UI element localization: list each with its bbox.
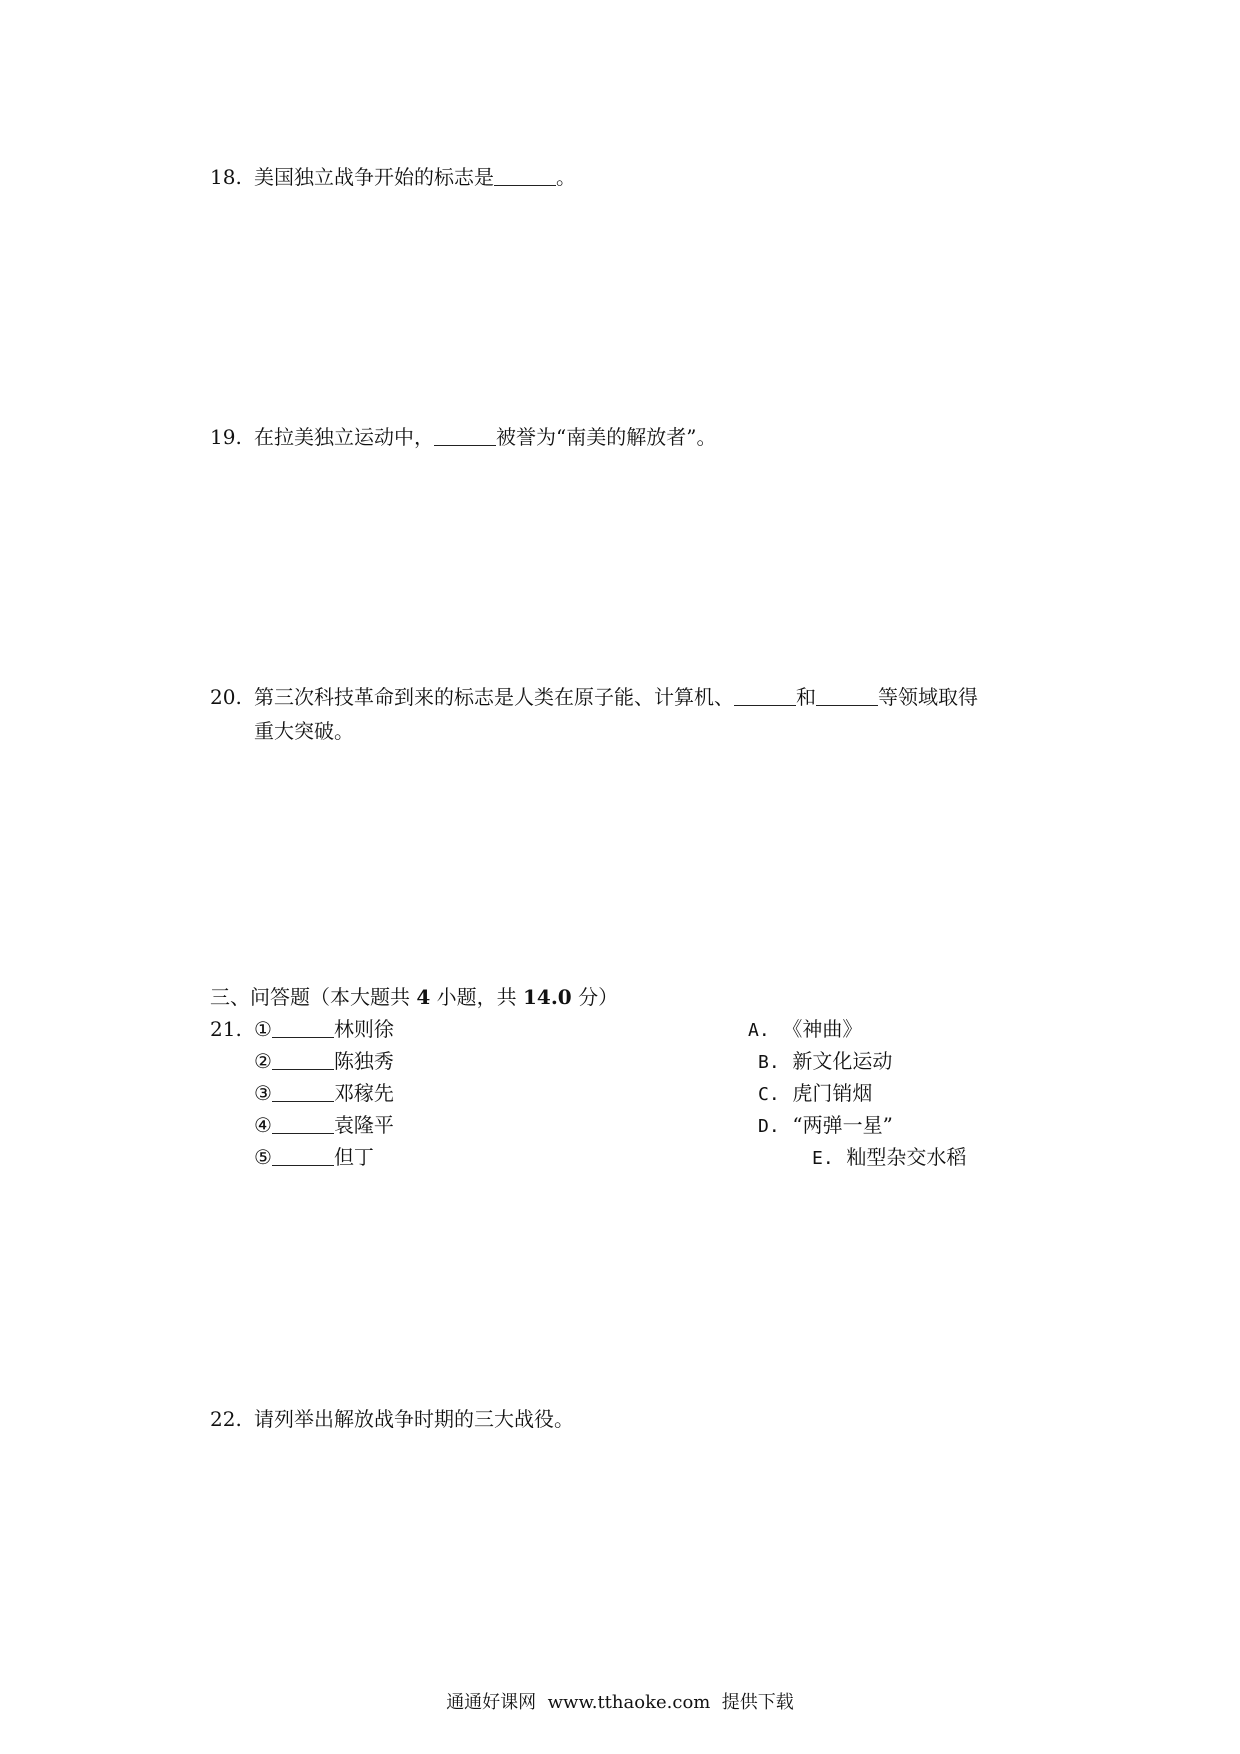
question-text: 在拉美独立运动中， 被誉为“南美的解放者”。 xyxy=(254,425,717,449)
question-22 xyxy=(210,1402,1060,1436)
answer-blank xyxy=(272,1047,334,1070)
answer-blank xyxy=(816,683,878,706)
answer-blank xyxy=(272,1015,334,1038)
match-option-d: D. “两弹一星” xyxy=(758,1113,893,1137)
section-heading: 三、问答题（本大题共 4 小题，共 14.0 分） xyxy=(210,985,619,1009)
question-number: 22. xyxy=(210,1407,242,1431)
match-left-item: ③ 邓稼先 xyxy=(254,1081,394,1105)
question-number: 21. xyxy=(210,1017,242,1041)
question-20 xyxy=(210,680,1090,750)
answer-blank xyxy=(272,1111,334,1134)
question-text: 第三次科技革命到来的标志是人类在原子能、计算机、 和 等领域取得 xyxy=(254,685,978,709)
question-number: 18. xyxy=(210,165,242,189)
question-text: 美国独立战争开始的标志是 。 xyxy=(254,165,576,189)
answer-blank xyxy=(272,1079,334,1102)
question-number: 20. xyxy=(210,685,242,709)
question-count: 4 xyxy=(416,985,431,1009)
match-option-a: A. 《神曲》 xyxy=(748,1017,863,1041)
footer-url[interactable]: www.tthaoke.com xyxy=(547,1692,711,1713)
question-text: 请列举出解放战争时期的三大战役。 xyxy=(254,1407,574,1431)
total-score: 14.0 xyxy=(523,985,572,1009)
match-left-item: ① 林则徐 xyxy=(254,1017,394,1041)
match-left-item: ② 陈独秀 xyxy=(254,1049,394,1073)
answer-blank xyxy=(434,423,496,446)
match-option-b: B. 新文化运动 xyxy=(758,1049,893,1073)
question-number: 19. xyxy=(210,425,242,449)
answer-blank xyxy=(272,1143,334,1166)
answer-blank xyxy=(494,163,556,186)
question-text-line2: 重大突破。 xyxy=(254,719,354,743)
question-19 xyxy=(210,420,1060,454)
answer-blank xyxy=(734,683,796,706)
page-footer xyxy=(0,1688,1240,1714)
match-option-c: C. 虎门销烟 xyxy=(758,1081,873,1105)
footer-tail: 提供下载 xyxy=(721,1692,794,1713)
question-18 xyxy=(210,160,1060,194)
footer-brand: 通通好课网 xyxy=(446,1692,537,1713)
match-left-item: ⑤ 但丁 xyxy=(254,1145,374,1169)
match-option-e: E. 籼型杂交水稻 xyxy=(812,1145,967,1169)
match-left-item: ④ 袁隆平 xyxy=(254,1113,394,1137)
